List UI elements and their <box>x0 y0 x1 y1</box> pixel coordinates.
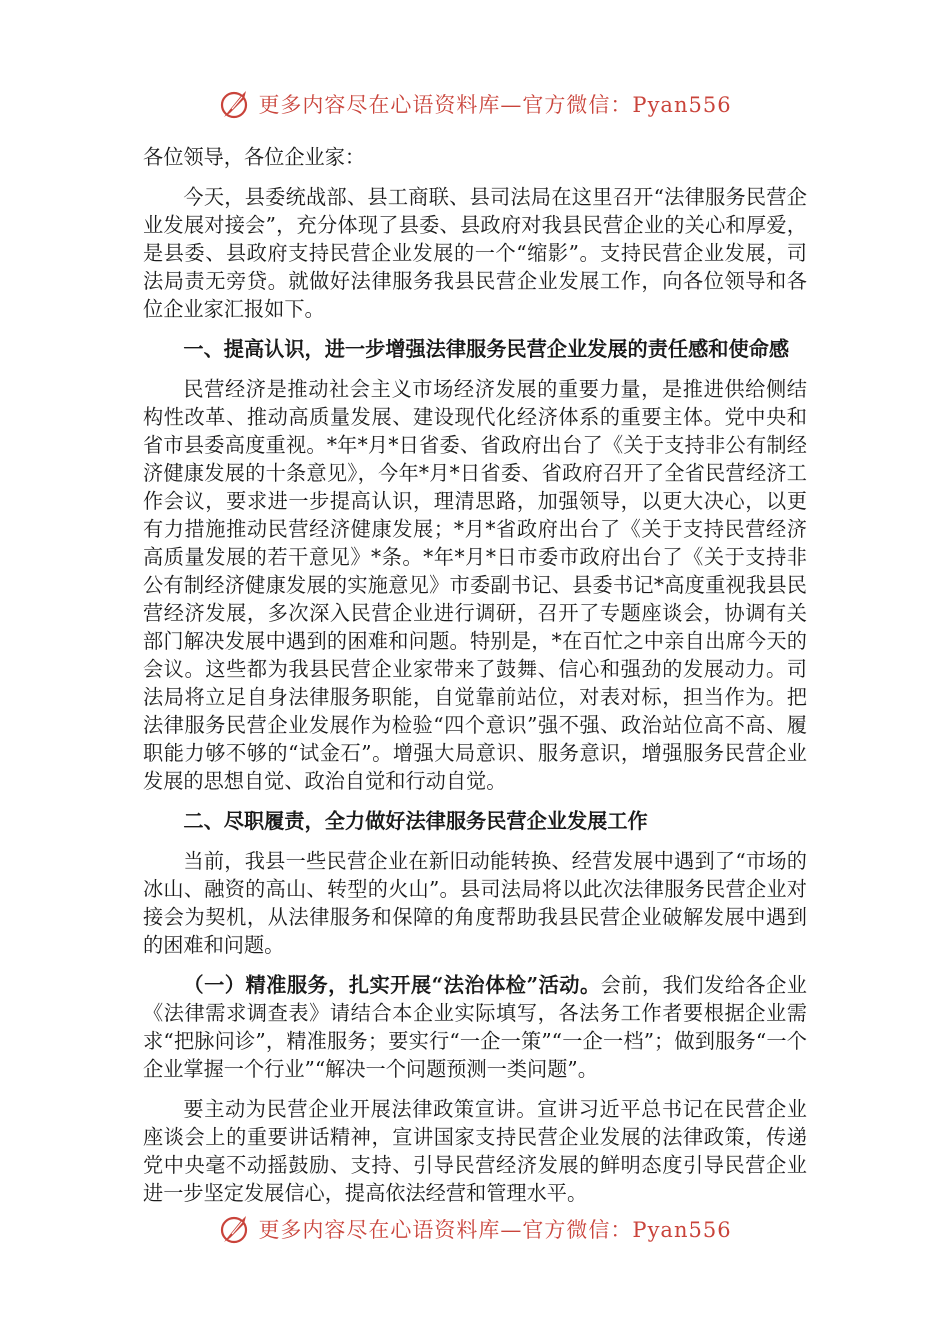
quill-pen-circle-icon <box>218 87 252 121</box>
header-banner <box>0 84 950 124</box>
subsection-1-title: （一）精准服务，扎实开展“法治体检”活动。 <box>183 973 601 997</box>
policy-briefing-paragraph: 要主动为民营企业开展法律政策宣讲。宣讲习近平总书记在民营企业座谈会上的重要讲话精神，宣讲国家支持民营企业发展的法律政策，传递党中央毫不动摇鼓励、支持、引导民营经济发展的鲜明态度引导民营企业进一步坚定发展信心，提高依法经营和管理水平。 <box>143 1097 807 1205</box>
footer-banner <box>0 1209 950 1249</box>
document-body <box>143 143 807 1219</box>
banner-text: 更多内容尽在心语资料库—官方微信：Pyan556 <box>258 1218 732 1242</box>
intro-paragraph: 今天，县委统战部、县工商联、县司法局在这里召开“法律服务民营企业发展对接会”，充分体现了县委、县政府对我县民营企业的关心和厚爱，是县委、县政府支持民营企业发展的一个“缩影”。支持民营企业发展，司法局责无旁贷。就做好法律服务我县民营企业发展工作，向各位领导和各位企业家汇报如下。 <box>143 185 807 321</box>
banner-text: 更多内容尽在心语资料库—官方微信：Pyan556 <box>258 93 732 117</box>
salutation: 各位领导，各位企业家： <box>143 145 366 169</box>
quill-pen-circle-icon <box>218 1212 252 1246</box>
section1-paragraph: 民营经济是推动社会主义市场经济发展的重要力量，是推进供给侧结构性改革、推动高质量发展、建设现代化经济体系的重要主体。党中央和省市县委高度重视。*年*月*日省委、省政府出台了《关于支持非公有制经济健康发展的十条意见》，今年*月*日省委、省政府召开了全省民营经济工作会议，要求进一步提高认识，理清思路，加强领导，以更大决心，以更有力措施推动民营经济健康发展；*月*省政府出台了《关于支持民营经济高质量发展的若干意见》*条。*年*月*日市委市政府出台了《关于支持非公有制经济健康发展的实施意见》市委副书记、县委书记*高度重视我县民营经济发展，多次深入民营企业进行调研，召开了专题座谈会，协调有关部门解决发展中遇到的困难和问题。特别是，*在百忙之中亲自出席今天的会议。这些都为我县民营企业家带来了鼓舞、信心和强劲的发展动力。司法局将立足自身法律服务职能，自觉靠前站位，对表对标，担当作为。把法律服务民营企业发展作为检验“四个意识”强不强、政治站位高不高、履职能力够不够的“试金石”。增强大局意识、服务意识，增强服务民营企业发展的思想自觉、政治自觉和行动自觉。 <box>143 377 807 793</box>
section2-paragraph: 当前，我县一些民营企业在新旧动能转换、经营发展中遇到了“市场的冰山、融资的高山、转型的火山”。县司法局将以此次法律服务民营企业对接会为契机，从法律服务和保障的角度帮助我县民营企业破解发展中遇到的困难和问题。 <box>143 849 807 957</box>
subsection-1-body: 会前，我们发给各企业《法律需求调查表》请结合本企业实际填写，各法务工作者要根据企业需求“把脉问诊”，精准服务；要实行“一企一策”“一企一档”；做到服务“一个企业掌握一个行业”“解决一个问题预测一类问题”。 <box>143 973 807 1081</box>
section-heading-1: 一、提高认识，进一步增强法律服务民营企业发展的责任感和使命感 <box>183 337 790 361</box>
section-heading-2: 二、尽职履责，全力做好法律服务民营企业发展工作 <box>183 809 648 833</box>
subsection-1-paragraph <box>143 971 807 1083</box>
